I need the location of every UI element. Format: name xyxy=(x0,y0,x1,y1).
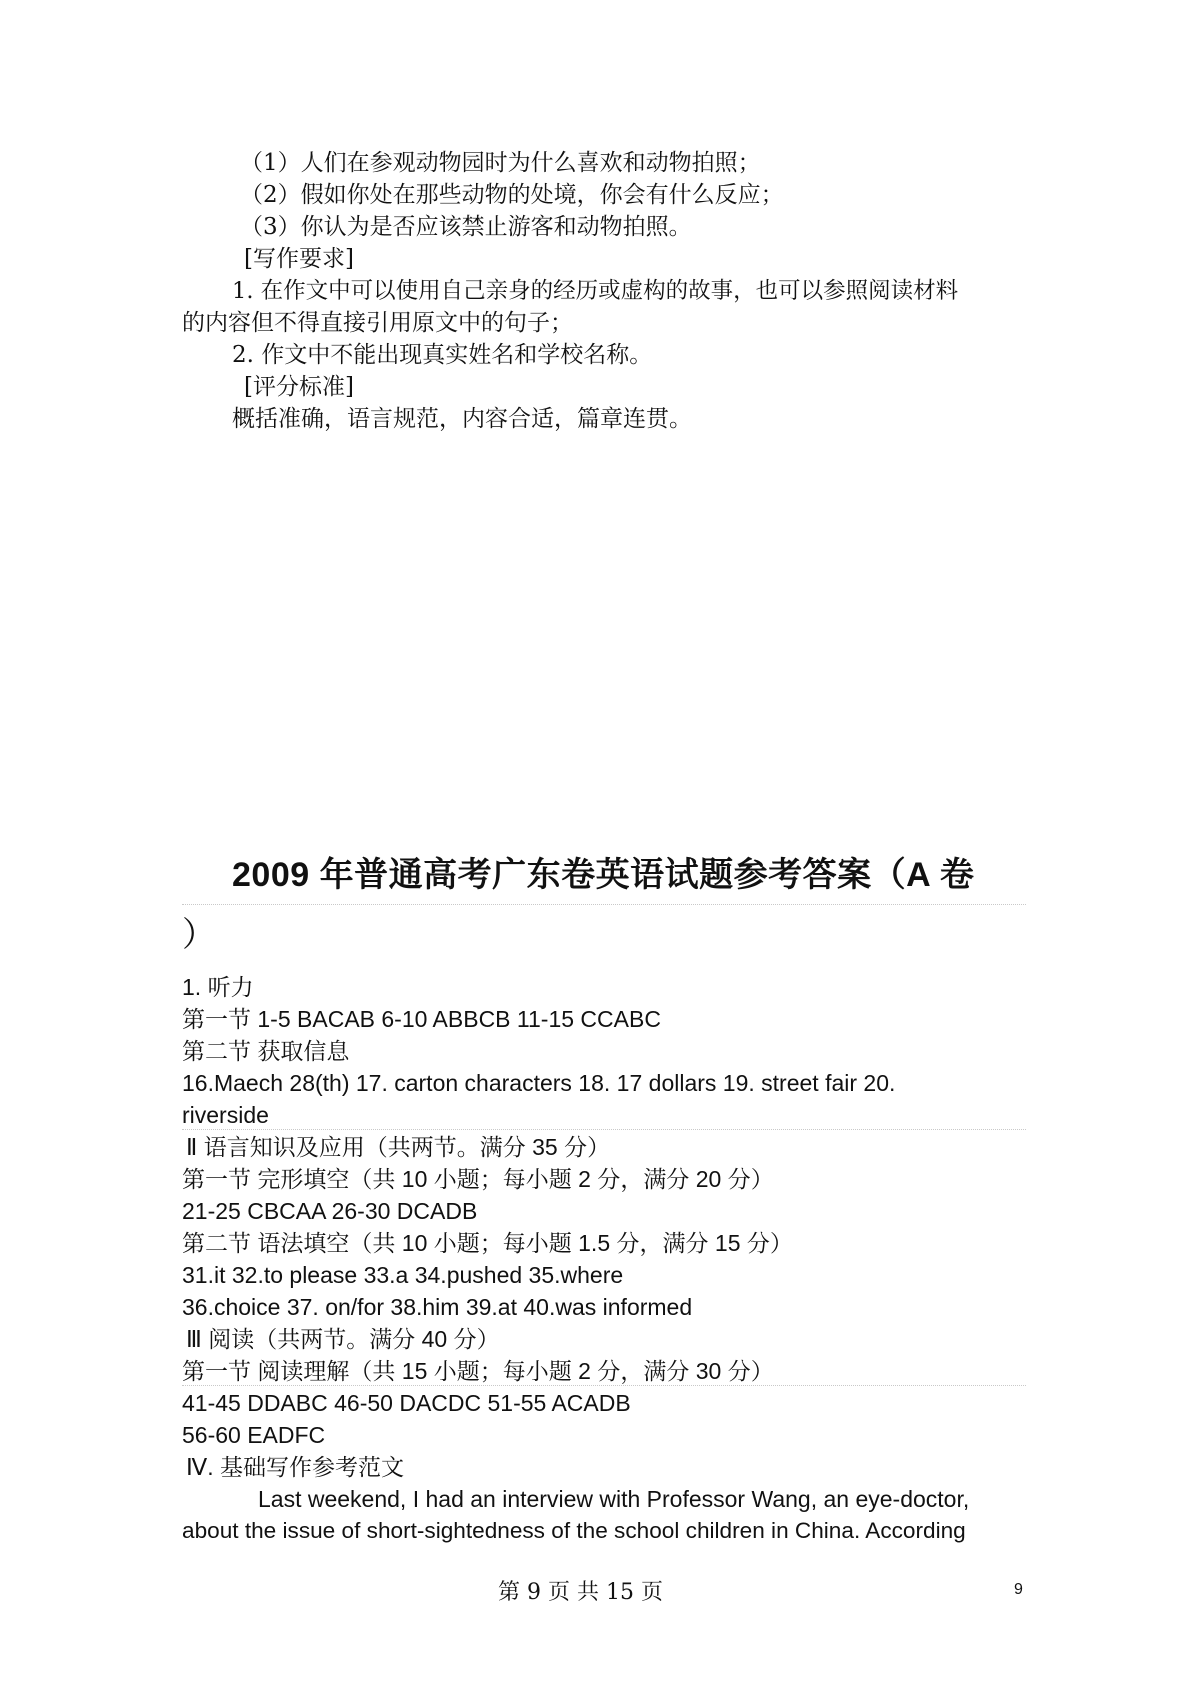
divider xyxy=(182,1129,1026,1130)
reading-comprehension-heading: 第一节 阅读理解（共 15 小题；每小题 2 分，满分 30 分） xyxy=(182,1358,774,1384)
listening-section-1: 第一节 1-5 BACAB 6-10 ABBCB 11-15 CCABC xyxy=(182,1006,661,1032)
listening-heading: 1. 听力 xyxy=(182,974,254,1000)
listening-section-2-answers: 16.Maech 28(th) 17. carton characters 18. 17 dollars 19. street fair 20. xyxy=(182,1070,896,1096)
requirement-1-line-2: 的内容但不得直接引用原文中的句子； xyxy=(182,310,573,336)
cloze-answers: 21-25 CBCAA 26-30 DCADB xyxy=(182,1198,478,1224)
answer-key-title: 2009 年普通高考广东卷英语试题参考答案（A 卷 xyxy=(232,856,975,894)
cloze-heading: 第一节 完形填空（共 10 小题；每小题 2 分，满分 20 分） xyxy=(182,1166,774,1192)
writing-requirements-heading: [写作要求] xyxy=(244,246,354,272)
reading-heading: Ⅲ 阅读（共两节。满分 40 分） xyxy=(186,1326,500,1352)
title-divider xyxy=(182,904,1026,905)
scoring-heading: [评分标准] xyxy=(244,374,354,400)
requirement-2: 2. 作文中不能出现真实姓名和学校名称。 xyxy=(232,342,653,368)
scoring-text: 概括准确，语言规范，内容合适，篇章连贯。 xyxy=(232,406,692,432)
grammar-fill-answers-1: 31.it 32.to please 33.a 34.pushed 35.where xyxy=(182,1262,624,1288)
listening-section-2-heading: 第二节 获取信息 xyxy=(182,1038,350,1064)
instruction-item-3: （3）你认为是否应该禁止游客和动物拍照。 xyxy=(240,214,692,240)
instruction-item-2: （2）假如你处在那些动物的处境，你会有什么反应； xyxy=(240,182,784,208)
essay-line-1: Last weekend, I had an interview with Professor Wang, an eye-doctor, xyxy=(258,1486,970,1512)
grammar-fill-heading: 第二节 语法填空（共 10 小题；每小题 1.5 分，满分 15 分） xyxy=(182,1230,793,1256)
essay-line-2: about the issue of short-sightedness of the school children in China. According xyxy=(182,1518,966,1543)
language-knowledge-heading: Ⅱ 语言知识及应用（共两节。满分 35 分） xyxy=(186,1134,611,1160)
requirement-1-line-1: 1. 在作文中可以使用自己亲身的经历或虚构的故事，也可以参照阅读材料 xyxy=(232,278,959,304)
answer-key-title-continuation: ） xyxy=(182,916,217,954)
listening-section-2-answers-cont: riverside xyxy=(182,1102,269,1128)
basic-writing-heading: Ⅳ. 基础写作参考范文 xyxy=(186,1454,405,1480)
divider xyxy=(182,1385,1026,1386)
instruction-item-1: （1）人们在参观动物园时为什么喜欢和动物拍照； xyxy=(240,150,761,176)
grammar-fill-answers-2: 36.choice 37. on/for 38.him 39.at 40.was informed xyxy=(182,1294,693,1320)
reading-answers-2: 56-60 EADFC xyxy=(182,1422,326,1448)
reading-answers-1: 41-45 DDABC 46-50 DACDC 51-55 ACADB xyxy=(182,1390,631,1416)
page-footer: 第 9 页 共 15 页 xyxy=(498,1580,663,1605)
page-number: 9 xyxy=(1014,1581,1023,1598)
